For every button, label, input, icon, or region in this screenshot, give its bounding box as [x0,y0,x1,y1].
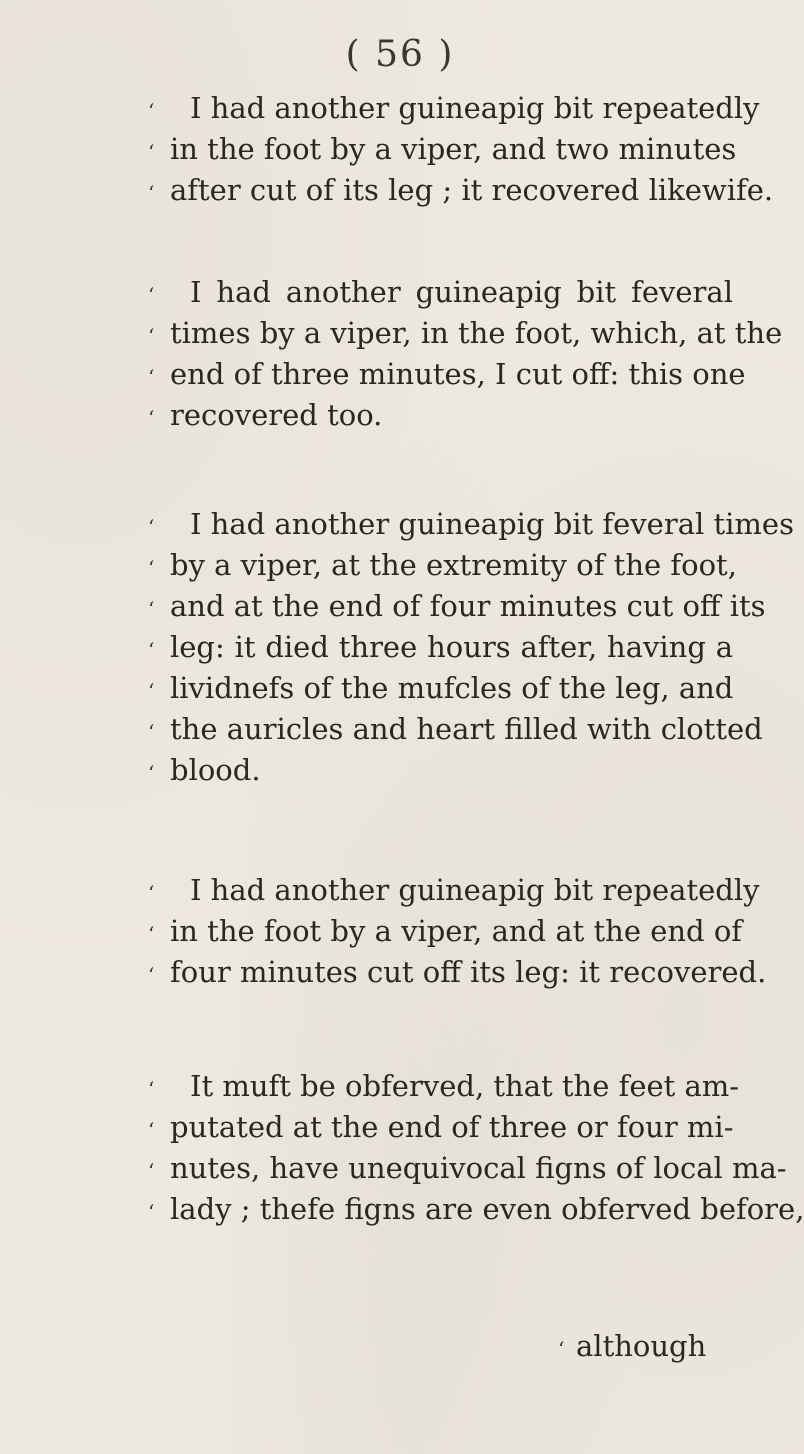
text-line [148,750,733,791]
text-line [148,709,763,750]
quote-mark: ‘ [148,365,155,389]
line-text: lividnefs of the mufcles of the leg, and [170,671,734,705]
line-text: in the foot by a viper, and at the end of [170,914,743,948]
quote-mark: ‘ [148,406,155,430]
quote-mark: ‘ [148,761,155,785]
text-line [148,668,733,709]
quote-mark: ‘ [148,283,155,307]
quote-mark: ‘ [148,181,155,205]
quote-mark: ‘ [148,1200,155,1224]
page-number: ( 56 ) [345,34,455,75]
catchword-text: although [576,1329,707,1363]
text-line [148,627,733,668]
line-text: leg: it died three hours after, having a [170,630,733,664]
line-text: It muft be obferved, that the feet am- [190,1069,740,1103]
text-line [148,272,733,313]
quote-mark: ‘ [148,638,155,662]
text-line [148,354,746,395]
text-line [148,911,743,952]
line-text: I had another guineapig bit repeatedly [190,91,760,125]
line-text: I had another guineapig bit feveral times [190,507,794,541]
line-text: and at the end of four minutes cut off its [170,589,766,623]
text-line [148,1107,733,1148]
text-line [148,586,766,627]
line-text: nutes, have unequivocal figns of local ma- [170,1151,787,1185]
quote-mark: ‘ [148,140,155,164]
paragraph-5 [148,1066,804,1230]
text-line [148,170,774,211]
line-text: by a viper, at the extremity of the foot, [170,548,737,582]
text-line [148,395,733,436]
quote-mark: ‘ [558,1337,565,1361]
quote-mark: ‘ [148,515,155,539]
line-text: blood. [170,753,261,787]
line-text: times by a viper, in the foot, which, at the [170,316,783,350]
quote-mark: ‘ [148,922,155,946]
text-line [148,1066,740,1107]
text-line [148,504,794,545]
paragraph-1 [148,88,774,211]
text-line [148,313,783,354]
text-line [148,1148,787,1189]
quote-mark: ‘ [148,1077,155,1101]
paragraph-3 [148,504,794,791]
line-text: recovered too. [170,398,383,432]
text-line [148,88,760,129]
line-text: the auricles and heart filled with clotted [170,712,763,746]
line-text: I had another guineapig bit feveral [190,275,733,309]
paragraph-2 [148,272,783,436]
quote-mark: ‘ [148,1159,155,1183]
catchword [558,1326,706,1367]
quote-mark: ‘ [148,720,155,744]
line-text: putated at the end of three or four mi- [170,1110,734,1144]
line-text: end of three minutes, I cut off: this one [170,357,746,391]
quote-mark: ‘ [148,556,155,580]
line-text: in the foot by a viper, and two minutes [170,132,737,166]
quote-mark: ‘ [148,597,155,621]
text-line [148,952,767,993]
line-text: I had another guineapig bit repeatedly [190,873,760,907]
quote-mark: ‘ [148,99,155,123]
paragraph-4 [148,870,767,993]
line-text: after cut of its leg ; it recovered likewife. [170,173,774,207]
quote-mark: ‘ [148,679,155,703]
quote-mark: ‘ [148,324,155,348]
line-text: four minutes cut off its leg: it recovered. [170,955,767,989]
line-text: lady ; thefe figns are even obferved before, [170,1192,804,1226]
text-line [148,129,737,170]
quote-mark: ‘ [148,881,155,905]
text-line [148,1189,804,1230]
text-line [148,545,737,586]
quote-mark: ‘ [148,1118,155,1142]
text-line [148,870,760,911]
quote-mark: ‘ [148,963,155,987]
